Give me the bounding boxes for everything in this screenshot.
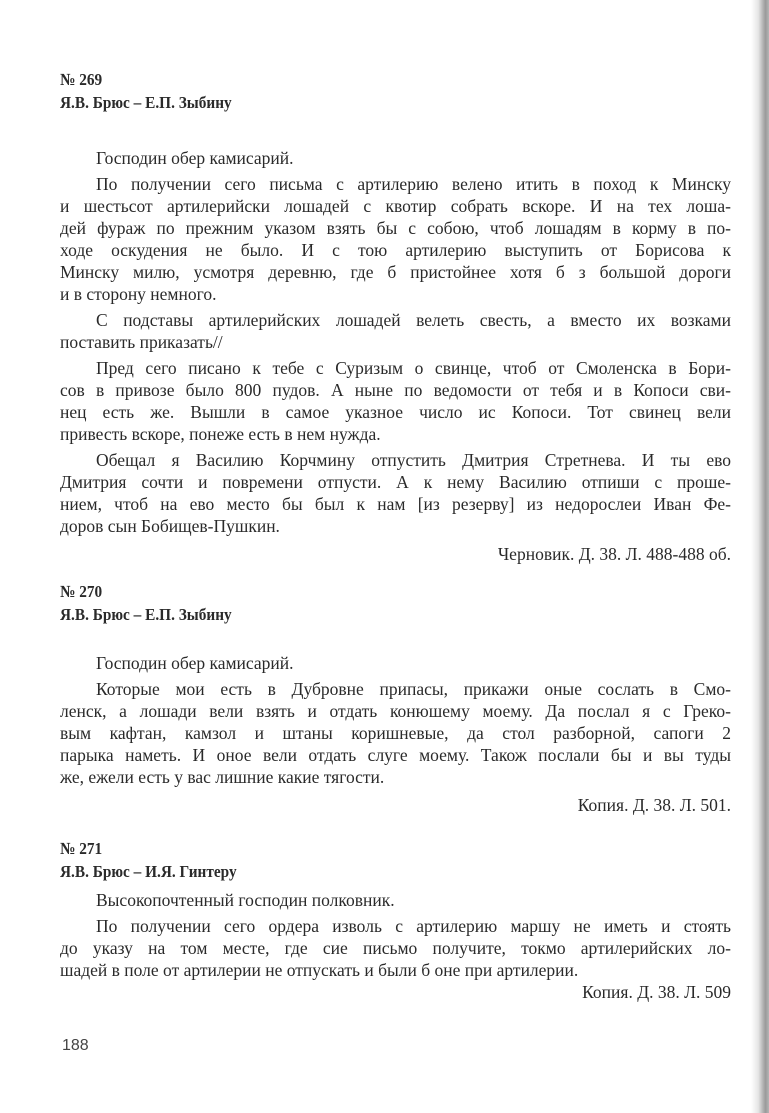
text-line: Господин обер камисарий. [96, 148, 294, 168]
scan-edge-shadow [751, 0, 769, 1113]
text-line: дей фураж по прежним указом взять бы с собою, чтоб лошадям в корму в по- [60, 218, 731, 238]
paragraph [60, 678, 731, 788]
document-270 [60, 580, 731, 816]
text-line: Высокопочтенный господин полковник. [96, 890, 395, 910]
text-line: шадей в поле от артилерии не отпускать и были б оне при артилерии. [60, 960, 579, 980]
document-heading: Я.В. Брюс – Е.П. Зыбину [60, 605, 232, 624]
text-line: же, ежели есть у вас лишние какие тягости. [60, 767, 385, 787]
paragraph [60, 357, 731, 445]
paragraph [60, 449, 731, 537]
text-line: Господин обер камисарий. [96, 653, 294, 673]
text-line: поставить приказать// [60, 332, 223, 352]
text-line: С подставы артилерийских лошадей велеть свесть, а вместо их возками [96, 310, 731, 330]
document-body [60, 652, 731, 788]
document-number: № 269 [60, 70, 103, 89]
document-body [60, 889, 731, 981]
text-line: Которые мои есть в Дубровне припасы, прикажи оные сослать в Смо- [96, 679, 731, 699]
document-body [60, 147, 731, 537]
text-line: Дмитрия сочти и повремени отпусти. А к нему Василию отпиши с проше- [60, 472, 731, 492]
text-line: и в сторону немного. [60, 284, 217, 304]
text-line: сов в привозе было 800 пудов. А ныне по ведомости от тебя и в Копоси сви- [60, 380, 731, 400]
page-number: 188 [62, 1037, 89, 1054]
document-number: № 271 [60, 839, 103, 858]
text-line: Пред сего писано к тебе с Суризым о свинце, чтоб от Смоленска в Бори- [96, 358, 731, 378]
text-line: нец есть же. Вышли в самое указное число ис Копоси. Тот свинец вели [60, 402, 731, 422]
paragraph [60, 309, 731, 353]
text-line: Минску милю, усмотря деревню, где б пристойнее хотя б з большой дороги [60, 262, 731, 282]
document-number: № 270 [60, 582, 103, 601]
text-line: Обещал я Василию Корчмину отпустить Дмитрия Стретнева. И ты ево [96, 450, 731, 470]
archive-source: Копия. Д. 38. Л. 501. [577, 795, 731, 815]
text-line: до указу на том месте, где сие письмо получите, токмо артилерийских ло- [60, 938, 731, 958]
text-line: парыка наметь. И оное вели отдать слуге моему. Також послали бы и вы туды [60, 745, 731, 765]
paragraph [60, 173, 731, 305]
text-line: привесть вскоре, понеже есть в нем нужда. [60, 424, 381, 444]
text-line: ленск, а лошади вели взять и отдать конюшему моему. Да послал я с Греко- [60, 701, 731, 721]
document-269 [60, 68, 731, 565]
archive-source: Копия. Д. 38. Л. 509 [582, 982, 731, 1002]
text-line: По получении сего ордера изволь с артилерию маршу не иметь и стоять [96, 916, 731, 936]
text-line: По получении сего письма с артилерию велено итить в поход к Минску [96, 174, 731, 194]
paragraph [60, 652, 731, 674]
archive-source: Черновик. Д. 38. Л. 488-488 об. [497, 544, 731, 564]
paragraph [60, 915, 731, 981]
paragraph [60, 147, 731, 169]
document-271 [60, 837, 731, 1003]
text-line: ходе оскудения не было. И с тою артилерию выступить от Борисова к [60, 240, 731, 260]
text-line: и шестьсот артилерийски лошадей с квотир собрать вскоре. И на тех лоша- [60, 196, 731, 216]
text-line: доров сын Бобищев-Пушкин. [60, 516, 280, 536]
text-line: вым кафтан, камзол и штаны коришневые, да стол разборной, сапоги 2 [60, 723, 731, 743]
text-line: нием, чтоб на ево место бы был к нам [из резерву] из недорослеи Иван Фе- [60, 494, 731, 514]
paragraph [60, 889, 731, 911]
document-heading: Я.В. Брюс – И.Я. Гинтеру [60, 862, 237, 881]
document-heading: Я.В. Брюс – Е.П. Зыбину [60, 93, 232, 112]
